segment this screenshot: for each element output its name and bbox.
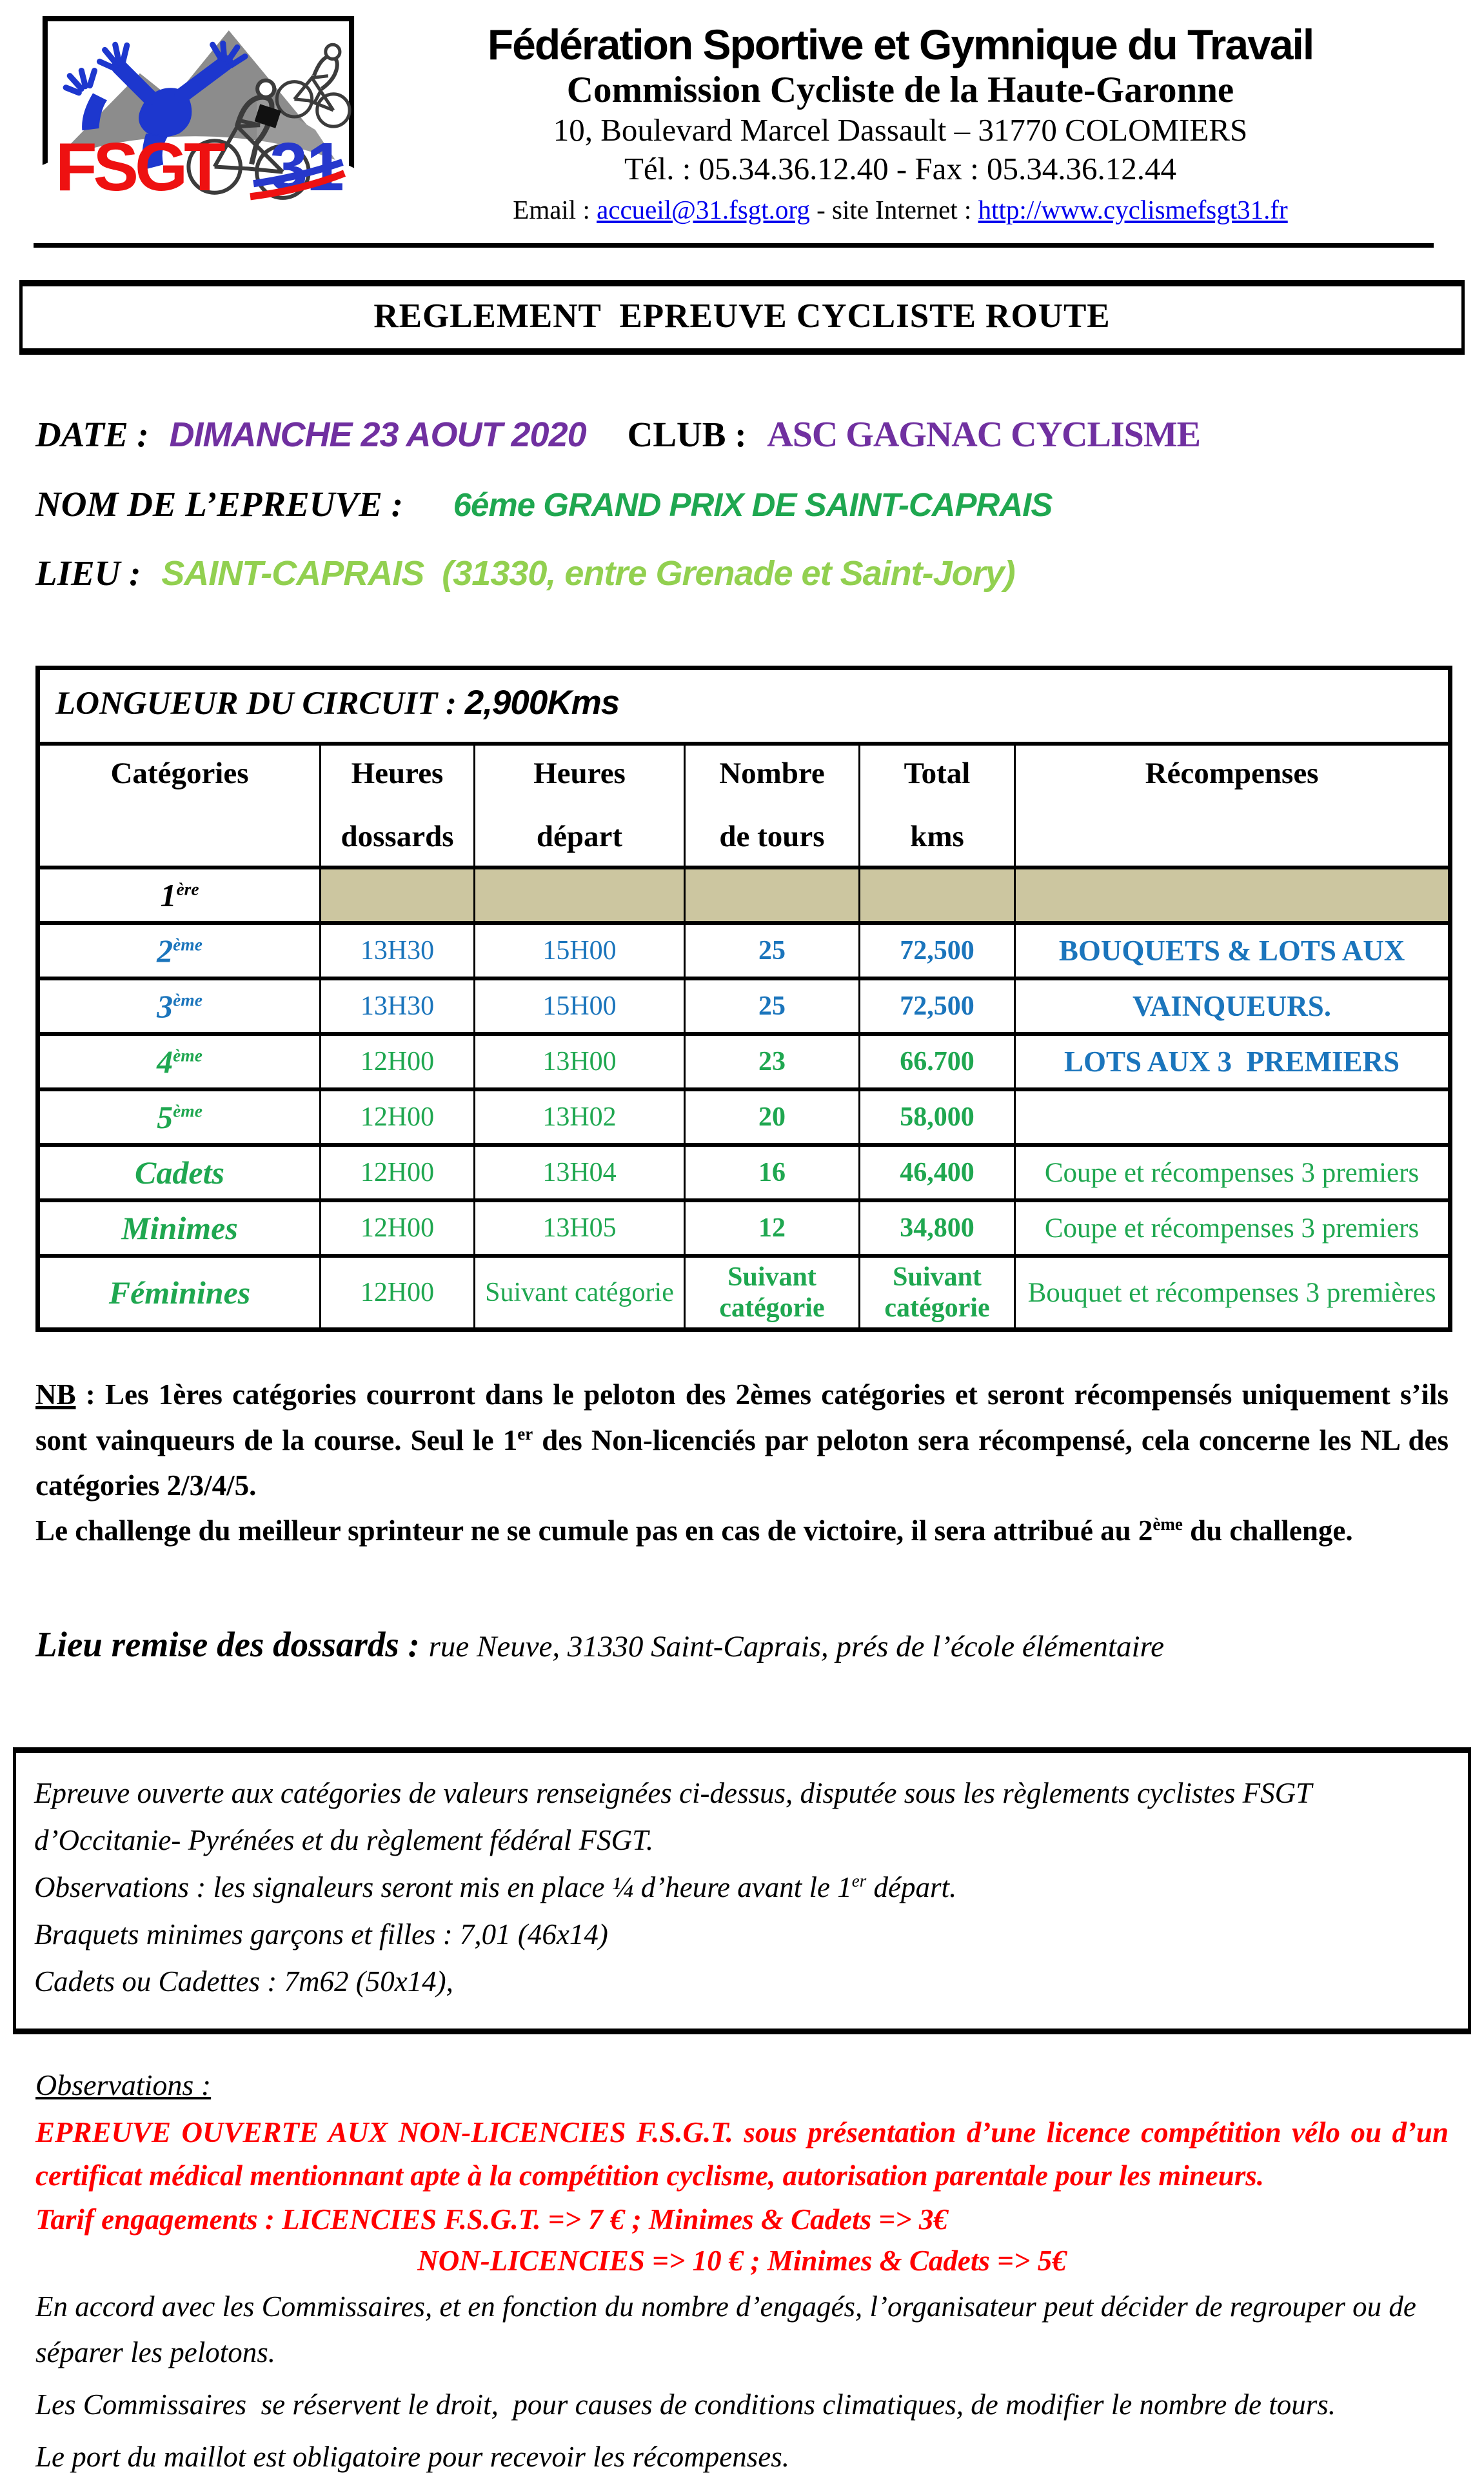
dossards-line <box>35 1624 1449 1665</box>
category-table <box>35 666 1452 1332</box>
page-title: REGLEMENT EPREUVE CYCLISTE ROUTE <box>373 297 1111 335</box>
category-cell: Cadets <box>38 1145 321 1200</box>
heures-depart-cell: Suivant catégorie <box>475 1256 685 1330</box>
site-label: - site Internet : <box>809 194 978 224</box>
observations-red-1: EPREUVE OUVERTE AUX NON-LICENCIES F.S.G.T. sous présentation d’une licence compétition vélo ou d’un certificat médical mentionnant apte à la compétition cyclisme, autorisation parentale pour les mineurs. <box>35 2116 1449 2192</box>
email-label: Email : <box>513 194 597 224</box>
header-total-kms: Total kms <box>860 744 1015 868</box>
recompenses-cell <box>1015 868 1450 923</box>
fsgt31-logo <box>41 16 355 211</box>
heures-dossards-cell <box>321 868 475 923</box>
observations-black-1: En accord avec les Commissaires, et en fonction du nombre d’engagés, l’organisateur peut décider de regrouper ou de séparer les pelotons. <box>35 2290 1416 2369</box>
recompenses-cell: VAINQUEURS. <box>1015 978 1450 1034</box>
logo-fsgt-text: FSGT <box>55 128 222 205</box>
observations-red-2: Tarif engagements : LICENCIES F.S.G.T. => 7 € ; Minimes & Cadets => 3€ <box>35 2203 948 2236</box>
email-line <box>355 192 1445 228</box>
heures-dossards-cell: 13H30 <box>321 923 475 978</box>
date-label: DATE : <box>35 415 158 455</box>
recompenses-cell <box>1015 1089 1450 1145</box>
email-link[interactable]: accueil@31.fsgt.org <box>597 194 810 224</box>
dossards-label: Lieu remise des dossards : <box>35 1625 429 1665</box>
tel-fax: Tél. : 05.34.36.12.40 - Fax : 05.34.36.12.44 <box>624 151 1177 187</box>
commission-name: Commission Cycliste de la Haute-Garonne <box>566 69 1234 110</box>
table-row <box>38 1089 1450 1145</box>
event-info <box>35 414 1449 593</box>
observations-red-3: NON-LICENCIES => 10 € ; Minimes & Cadets => 5€ <box>417 2245 1067 2277</box>
location-label: LIEU : <box>35 553 150 593</box>
rules-line-4: Cadets ou Cadettes : 7m62 (50x14), <box>34 1965 453 1998</box>
category-cell: 1ère <box>38 868 321 923</box>
circuit-length-cell <box>38 668 1450 744</box>
site-link[interactable]: http://www.cyclismefsgt31.fr <box>978 194 1288 224</box>
recompenses-cell: Coupe et récompenses 3 premiers <box>1015 1145 1450 1200</box>
event-name-label: NOM DE L’EPREUVE : <box>35 484 412 524</box>
table-row <box>38 1200 1450 1256</box>
table-header-row <box>38 744 1450 868</box>
observations-black-3: Le port du maillot est obligatoire pour recevoir les récompenses. <box>35 2441 790 2474</box>
nb-note <box>35 1372 1449 1553</box>
rules-box <box>13 1747 1471 2034</box>
total-kms-cell: 66.700 <box>860 1034 1015 1089</box>
nombre-tours-cell: 25 <box>685 978 860 1034</box>
table-row <box>38 1145 1450 1200</box>
fsgt31-logo-image <box>41 16 355 211</box>
event-name-value: 6éme GRAND PRIX DE SAINT-CAPRAIS <box>453 486 1053 524</box>
nombre-tours-cell: 16 <box>685 1145 860 1200</box>
nombre-tours-cell: 23 <box>685 1034 860 1089</box>
rules-line-2: Observations : les signaleurs seront mis en place ¼ d’heure avant le 1er départ. <box>34 1870 957 1903</box>
category-cell: Minimes <box>38 1200 321 1256</box>
observations-label: Observations : <box>35 2068 212 2101</box>
heures-depart-cell: 13H05 <box>475 1200 685 1256</box>
logo-dept-text: 31 <box>270 128 343 205</box>
rules-line-1: Epreuve ouverte aux catégories de valeurs renseignées ci-dessus, disputée sous les règlements cyclistes FSGT d’Occitanie- Pyrénées et du règlement fédéral FSGT. <box>34 1777 1312 1856</box>
heures-depart-cell: 15H00 <box>475 978 685 1034</box>
circuit-length-label: LONGUEUR DU CIRCUIT : <box>55 686 465 722</box>
table-row <box>38 978 1450 1034</box>
total-kms-cell <box>860 868 1015 923</box>
heures-dossards-cell: 12H00 <box>321 1145 475 1200</box>
nombre-tours-cell: 20 <box>685 1089 860 1145</box>
table-row <box>38 1256 1450 1330</box>
club-value: ASC GAGNAC CYCLISME <box>767 415 1200 455</box>
nb-paragraph-2: Le challenge du meilleur sprinteur ne se cumule pas en cas de victoire, il sera attribué au 2ème du challenge. <box>35 1514 1353 1547</box>
category-cell: 3ème <box>38 978 321 1034</box>
address: 10, Boulevard Marcel Dassault – 31770 COLOMIERS <box>553 112 1248 148</box>
total-kms-cell: 46,400 <box>860 1145 1015 1200</box>
header-heures-dossards: Heures dossards <box>321 744 475 868</box>
nombre-tours-cell: 12 <box>685 1200 860 1256</box>
header-recompenses: Récompenses <box>1015 744 1450 868</box>
rules-line-3: Braquets minimes garçons et filles : 7,01 (46x14) <box>34 1918 608 1950</box>
heures-depart-cell: 13H00 <box>475 1034 685 1089</box>
nb-label: NB <box>35 1378 76 1411</box>
nombre-tours-cell: Suivant catégorie <box>685 1256 860 1330</box>
heures-depart-cell: 15H00 <box>475 923 685 978</box>
date-value: DIMANCHE 23 AOUT 2020 <box>169 415 586 455</box>
header-nombre-tours: Nombre de tours <box>685 744 860 868</box>
total-kms-cell: 72,500 <box>860 923 1015 978</box>
nombre-tours-cell <box>685 868 860 923</box>
header-categories: Catégories <box>38 744 321 868</box>
recompenses-cell: BOUQUETS & LOTS AUX <box>1015 923 1450 978</box>
event-name-line <box>35 484 1449 524</box>
location-line <box>35 553 1449 593</box>
total-kms-cell: Suivant catégorie <box>860 1256 1015 1330</box>
org-name: Fédération Sportive et Gymnique du Travail <box>487 21 1314 68</box>
heures-dossards-cell: 13H30 <box>321 978 475 1034</box>
total-kms-cell: 72,500 <box>860 978 1015 1034</box>
category-table-body <box>38 668 1450 1330</box>
recompenses-cell: LOTS AUX 3 PREMIERS <box>1015 1034 1450 1089</box>
observations-black-2: Les Commissaires se réservent le droit, pour causes de conditions climatiques, de modifier le nombre de tours. <box>35 2388 1336 2421</box>
category-cell: 4ème <box>38 1034 321 1089</box>
heures-dossards-cell: 12H00 <box>321 1256 475 1330</box>
circuit-length-value: 2,900Kms <box>464 684 620 722</box>
table-row <box>38 1034 1450 1089</box>
header-heures-depart: Heures départ <box>475 744 685 868</box>
date-club-line <box>35 414 1449 455</box>
dossards-value: rue Neuve, 31330 Saint-Caprais, prés de l’école élémentaire <box>428 1630 1164 1664</box>
total-kms-cell: 58,000 <box>860 1089 1015 1145</box>
category-cell: Féminines <box>38 1256 321 1330</box>
header <box>0 0 1484 228</box>
nb-paragraph-1: NB : Les 1ères catégories courront dans le peloton des 2èmes catégories et seront récompensés uniquement s’ils sont vainqueurs de la course. Seul le 1er des Non-licenciés par peloton sera récompensé, cela concerne les NL des catégories 2/3/4/5. <box>35 1378 1449 1502</box>
total-kms-cell: 34,800 <box>860 1200 1015 1256</box>
location-value: SAINT-CAPRAIS (31330, entre Grenade et Saint-Jory) <box>161 554 1015 593</box>
heures-dossards-cell: 12H00 <box>321 1089 475 1145</box>
title-box <box>19 280 1465 355</box>
table-row <box>38 923 1450 978</box>
recompenses-cell: Coupe et récompenses 3 premiers <box>1015 1200 1450 1256</box>
club-label: CLUB : <box>627 415 756 455</box>
nombre-tours-cell: 25 <box>685 923 860 978</box>
header-text <box>355 16 1445 228</box>
observations-section <box>35 2068 1449 2480</box>
circuit-length-row <box>38 668 1450 744</box>
category-cell: 5ème <box>38 1089 321 1145</box>
heures-depart-cell: 13H04 <box>475 1145 685 1200</box>
heures-depart-cell: 13H02 <box>475 1089 685 1145</box>
heures-dossards-cell: 12H00 <box>321 1034 475 1089</box>
table-row <box>38 868 1450 923</box>
header-divider <box>34 243 1434 248</box>
heures-dossards-cell: 12H00 <box>321 1200 475 1256</box>
recompenses-cell: Bouquet et récompenses 3 premières <box>1015 1256 1450 1330</box>
heures-depart-cell <box>475 868 685 923</box>
category-cell: 2ème <box>38 923 321 978</box>
